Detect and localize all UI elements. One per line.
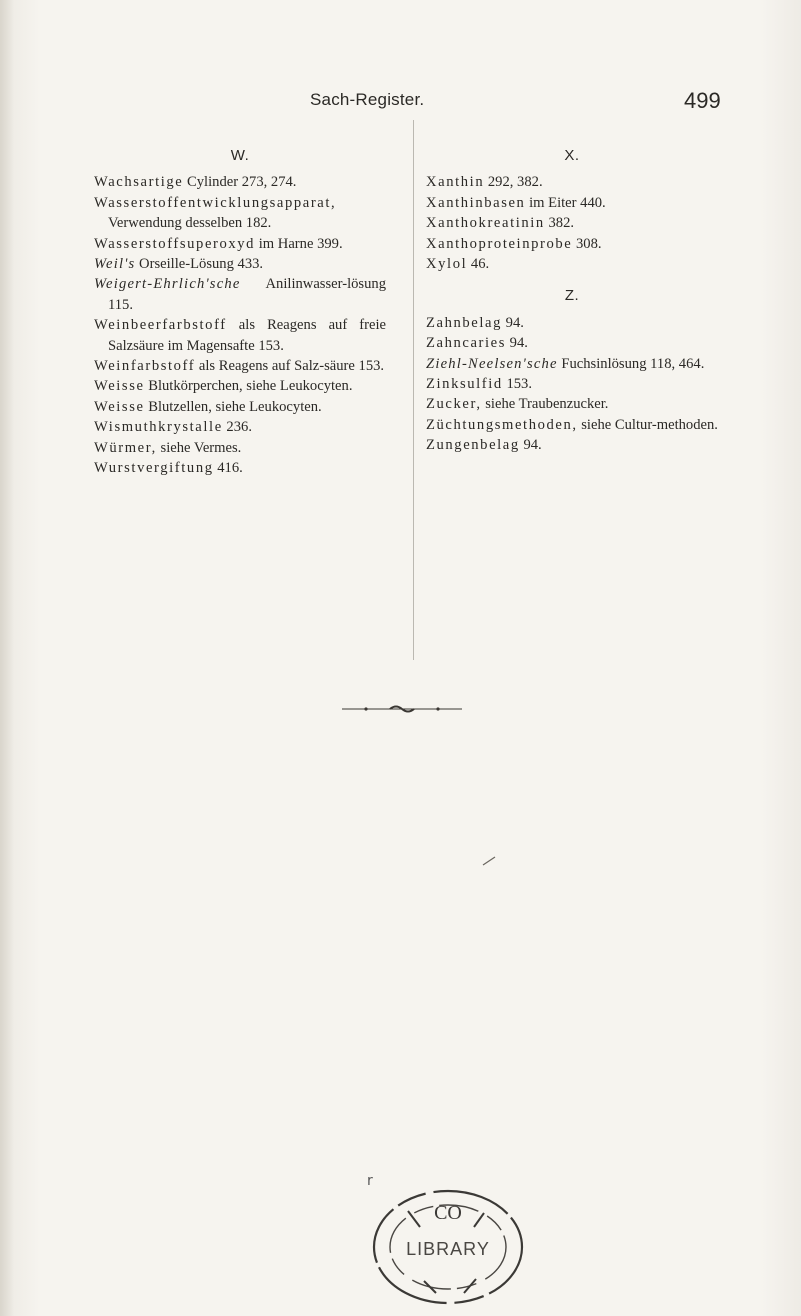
index-entry — [426, 333, 718, 353]
index-entry — [426, 435, 718, 455]
index-entry — [94, 172, 386, 192]
entry-term: Zahnbelag — [426, 314, 502, 331]
index-entry — [94, 254, 386, 274]
entry-term: Wurstvergiftung — [94, 460, 214, 477]
entry-term: Xanthinbasen — [426, 194, 526, 211]
end-ornament — [342, 703, 462, 715]
entry-text: im Harne 399. — [255, 235, 343, 252]
entry-text: 94. — [502, 314, 524, 331]
index-entry — [94, 356, 386, 376]
entry-term: Zungenbelag — [426, 437, 520, 454]
entry-term: Wismuthkrystalle — [94, 419, 223, 436]
index-entry — [94, 234, 386, 254]
entry-text: 416. — [213, 460, 243, 477]
page-title: Sach-Register. — [310, 90, 425, 109]
page-header — [0, 88, 801, 118]
entry-term: Ziehl-Neelsen'sche — [426, 355, 558, 372]
index-entry — [94, 315, 386, 356]
index-entry — [426, 354, 718, 374]
entry-text: Blutkörperchen, siehe Leukocyten. — [144, 378, 353, 395]
entry-text: Anilinwasser-lösung 115. — [108, 276, 386, 313]
entry-text: 382. — [544, 215, 575, 232]
stamp-middle-text: LIBRARY — [406, 1239, 490, 1259]
right-column — [426, 146, 718, 456]
index-entry — [426, 172, 718, 192]
stamp-top-text: CO — [434, 1202, 462, 1224]
index-entry — [426, 193, 718, 213]
index-entry — [94, 458, 386, 478]
entry-text: als Reagens auf Salz-säure 153. — [195, 358, 385, 375]
entry-text: 153. — [502, 376, 532, 393]
entry-term: Zinksulfid — [426, 376, 503, 393]
index-entry — [94, 376, 386, 396]
entry-term: Weisse — [94, 378, 145, 395]
entry-term: Weigert-Ehrlich'sche — [94, 276, 241, 293]
margin-mark: r — [367, 1173, 373, 1189]
index-entry — [94, 397, 386, 417]
entry-term: Weinfarbstoff — [94, 358, 196, 375]
entry-text: 236. — [222, 419, 252, 436]
entry-text: 292, 382. — [484, 174, 543, 191]
entry-text: 46. — [467, 256, 490, 273]
entry-term: Weisse — [94, 398, 145, 415]
entry-term: Weil's — [94, 256, 136, 273]
entry-text: im Eiter 440. — [525, 194, 606, 211]
entry-text: als Reagens auf freie Salzsäure im Magensafte 153. — [108, 317, 386, 354]
index-entry — [94, 417, 386, 437]
ink-speck — [482, 856, 496, 866]
left-column — [94, 146, 386, 479]
entry-text: Cylinder 273, 274. — [183, 174, 297, 191]
entry-term: Xanthoproteinprobe — [426, 235, 573, 252]
entry-term: Zucker, — [426, 396, 482, 413]
entry-text: Fuchsinlösung 118, 464. — [557, 355, 705, 372]
column-divider — [413, 120, 414, 660]
index-entry — [94, 193, 386, 234]
entry-term: Zahncaries — [426, 335, 507, 352]
entry-text: 94. — [519, 437, 542, 454]
index-entry — [426, 415, 718, 435]
entry-text: Blutzellen, siehe Leukocyten. — [144, 398, 322, 415]
entry-text: Orseille-Lösung 433. — [135, 256, 264, 273]
entry-text: siehe Traubenzucker. — [481, 396, 609, 413]
index-entry — [94, 274, 386, 315]
entry-text: siehe Vermes. — [156, 439, 242, 456]
entry-term: Züchtungsmethoden, — [426, 416, 578, 433]
page-number: 499 — [684, 88, 721, 113]
letter-heading-z: Z. — [564, 287, 580, 305]
index-entry — [426, 213, 718, 233]
entry-term: Wasserstoffsuperoxyd — [94, 235, 256, 252]
letter-heading-x: X. — [564, 147, 580, 164]
section-gap — [426, 274, 718, 286]
entry-text: 308. — [572, 235, 602, 252]
entry-text: 94. — [506, 335, 528, 352]
index-entry — [426, 374, 718, 394]
library-stamp — [364, 1181, 532, 1309]
entry-text: Verwendung desselben 182. — [108, 215, 272, 232]
entry-term: Xylol — [426, 256, 468, 273]
index-entry — [426, 394, 718, 414]
entry-term: Xanthin — [426, 174, 485, 191]
entry-term: Wasserstoffentwicklungsapparat, — [94, 194, 337, 211]
index-entry — [94, 438, 386, 458]
entry-text: siehe Cultur-methoden. — [577, 416, 718, 433]
entry-term: Würmer, — [94, 439, 157, 456]
index-entry — [426, 313, 718, 333]
spine-shadow — [0, 0, 14, 1316]
index-entry — [426, 234, 718, 254]
entry-term: Wachsartige — [94, 174, 184, 191]
index-entry — [426, 254, 718, 274]
letter-heading-w: W. — [230, 147, 250, 164]
entry-term: Xanthokreatinin — [426, 215, 545, 232]
entry-term: Weinbeerfarbstoff — [94, 317, 227, 334]
